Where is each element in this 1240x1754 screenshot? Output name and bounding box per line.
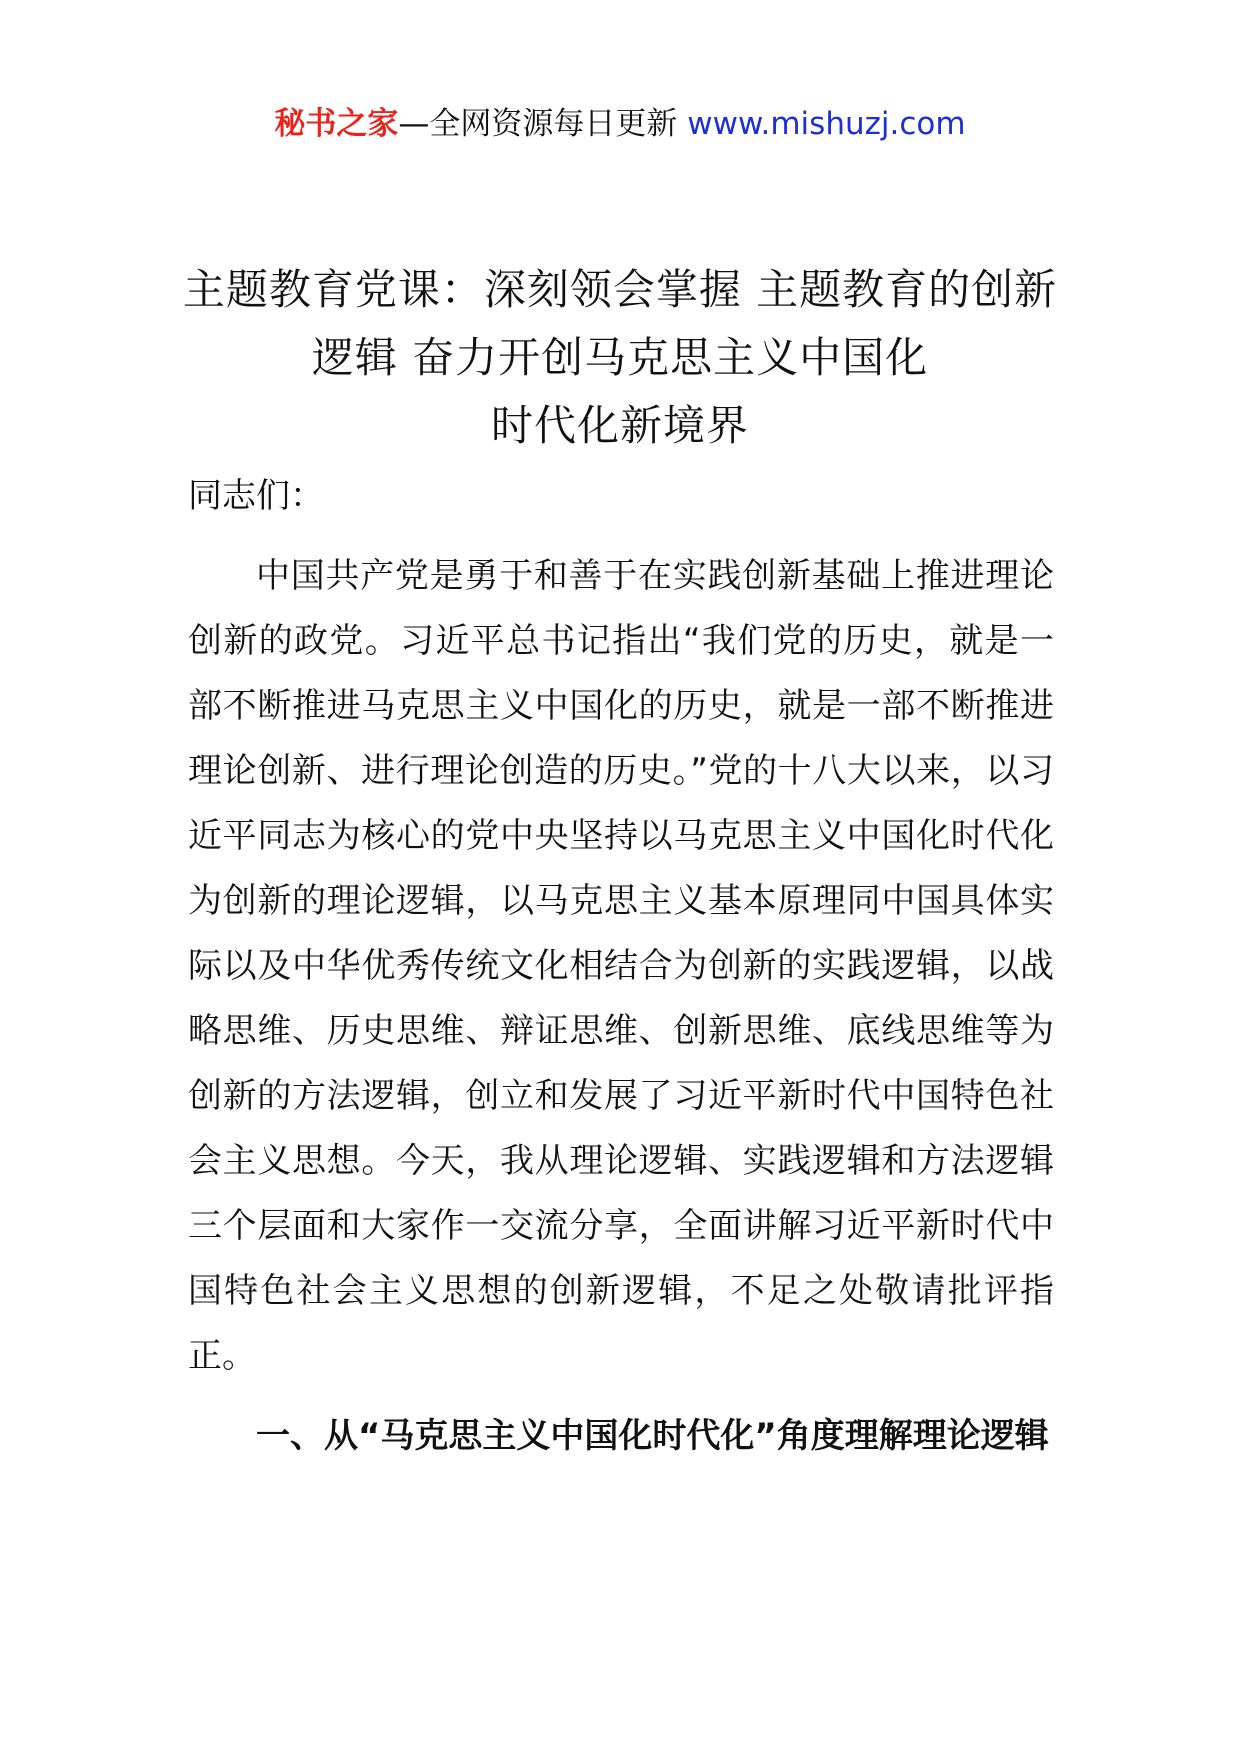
section-heading: 一、从“马克思主义中国化时代化”角度理解理论逻辑 [256,1416,1049,1456]
title-line-1: 主题教育党课：深刻领会掌握 主题教育的创新 [182,265,1058,314]
header-tagline: —全网资源每日更新 [398,106,688,142]
title-line-3: 时代化新境界 [490,401,749,450]
brand-name: 秘书之家 [274,106,399,142]
document-title [150,256,1090,460]
site-header [0,101,1240,147]
body-paragraph: 中国共产党是勇于和善于在实践创新基础上推进理论创新的政党。习近平总书记指出“我们党的历史，就是一部不断推进马克思主义中国化的历史，就是一部不断推进理论创新、进行理论创造的历史。”党的十八大以来，以习近平同志为核心的党中央坚持以马克思主义中国化时代化为创新的理论逻辑，以马克思主义基本原理同中国具体实际以及中华优秀传统文化相结合为创新的实践逻辑，以战略思维、历史思维、辩证思维、创新思维、底线思维等为创新的方法逻辑，创立和发展了习近平新时代中国特色社会主义思想。今天，我从理论逻辑、实践逻辑和方法逻辑三个层面和大家作一交流分享，全面讲解习近平新时代中国特色社会主义思想的创新逻辑，不足之处敬请批评指正。 [188,556,1054,1376]
site-url-link[interactable]: www.mishuzj.com [687,106,966,142]
salutation: 同志们： [188,476,324,516]
title-line-2: 逻辑 奋力开创马克思主义中国化 [311,333,929,382]
